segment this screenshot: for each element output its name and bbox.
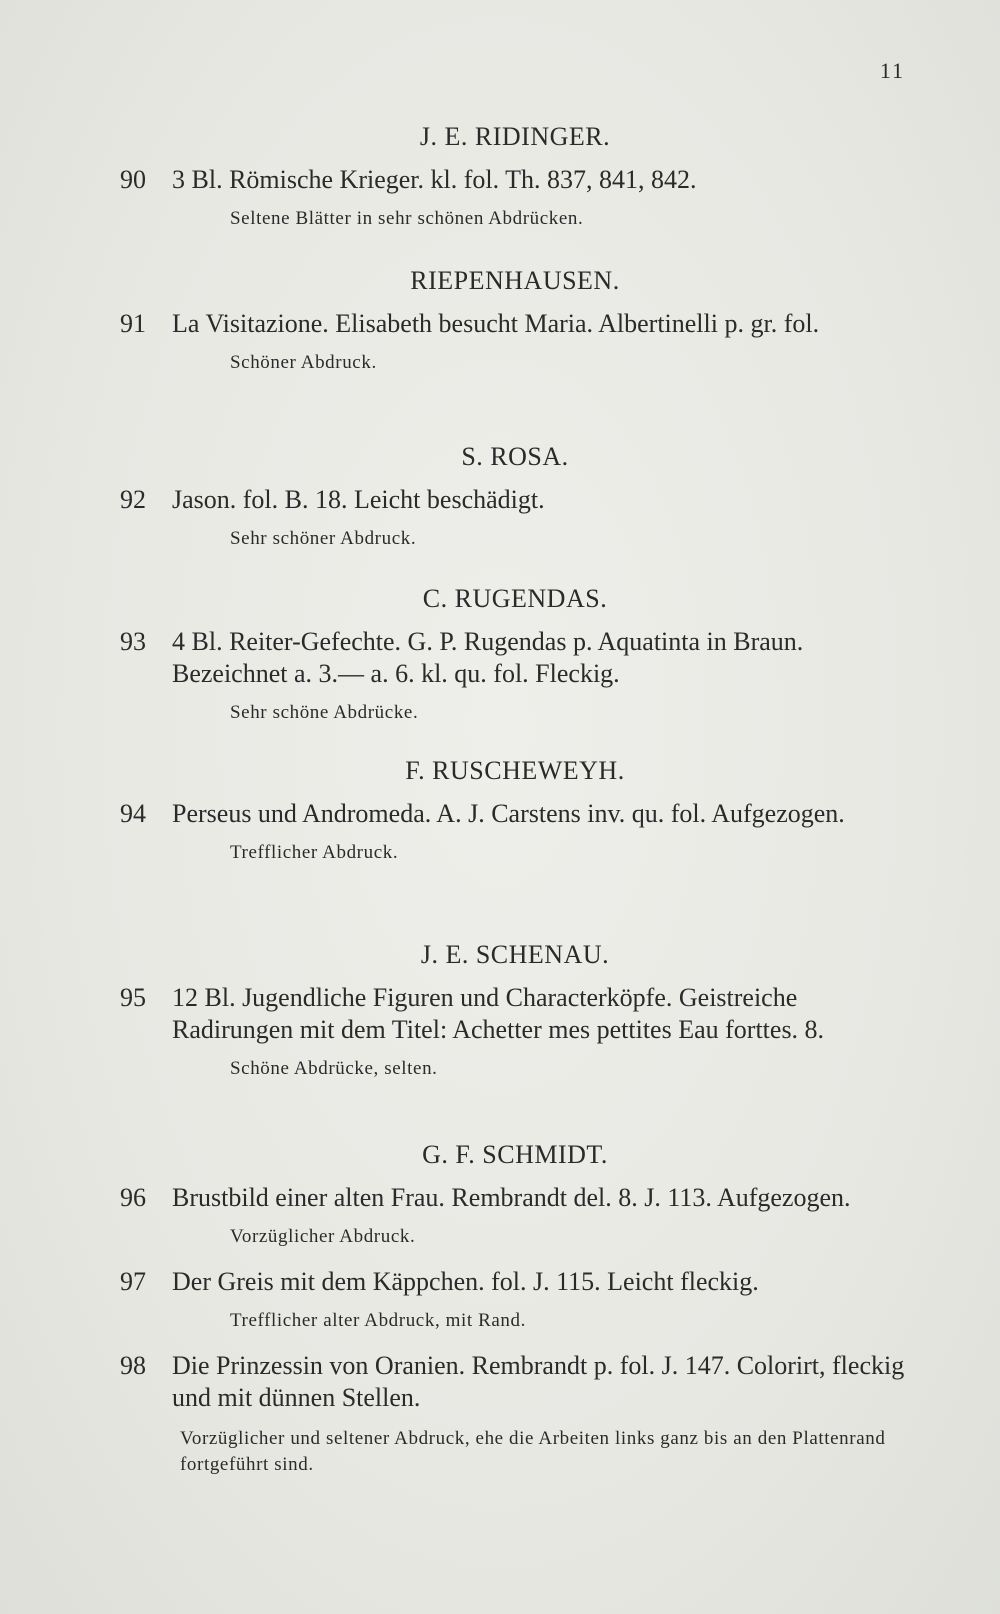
- section-heading: F. RUSCHEWEYH.: [405, 756, 625, 785]
- page-number: 11: [879, 58, 905, 83]
- catalog-entry: [120, 308, 910, 340]
- entry-note: Trefflicher alter Abdruck, mit Rand.: [230, 1310, 526, 1331]
- entry-text: 12 Bl. Jugendliche Figuren und Characterköpfe. Geistreiche Radirungen mit dem Titel: Achetter mes pettites Eau forttes. 8.: [172, 983, 825, 1044]
- section-heading: C. RUGENDAS.: [422, 584, 608, 613]
- entry-number: 95: [120, 983, 146, 1012]
- entry-text: Jason. fol. B. 18. Leicht beschädigt.: [172, 485, 545, 514]
- catalog-entry: [120, 164, 910, 196]
- catalog-entry: [120, 1182, 910, 1214]
- entry-number: 96: [120, 1183, 146, 1212]
- catalog-entry: [120, 1350, 910, 1414]
- entry-text: Der Greis mit dem Käppchen. fol. J. 115. Leicht fleckig.: [172, 1267, 759, 1296]
- entry-note: Sehr schöne Abdrücke.: [230, 702, 419, 723]
- entry-number: 91: [120, 309, 146, 338]
- section-ruscheweyh: [120, 756, 910, 864]
- entry-text: 4 Bl. Reiter-Gefechte. G. P. Rugendas p. Aquatinta in Braun. Bezeichnet a. 3.— a. 6. kl. qu. fol. Fleckig.: [172, 627, 804, 688]
- section-heading: J. E. RIDINGER.: [419, 122, 611, 151]
- entry-number: 94: [120, 799, 146, 828]
- entry-note: Trefflicher Abdruck.: [230, 842, 399, 863]
- section-riepenhausen: [120, 266, 910, 374]
- entry-note: Seltene Blätter in sehr schönen Abdrücken.: [230, 208, 584, 229]
- section-schmidt: [120, 1140, 910, 1478]
- section-heading: G. F. SCHMIDT.: [422, 1140, 608, 1169]
- entry-note: Vorzüglicher Abdruck.: [230, 1226, 416, 1247]
- section-schenau: [120, 940, 910, 1080]
- entry-text: 3 Bl. Römische Krieger. kl. fol. Th. 837, 841, 842.: [172, 165, 697, 194]
- entry-text: La Visitazione. Elisabeth besucht Maria. Albertinelli p. gr. fol.: [172, 309, 820, 338]
- section-ridinger: [120, 122, 910, 230]
- catalog-entry: [120, 626, 910, 690]
- catalog-entry: [120, 1266, 910, 1298]
- section-heading: S. ROSA.: [461, 442, 569, 471]
- entry-note: Schöne Abdrücke, selten.: [230, 1058, 438, 1079]
- entry-note: Schöner Abdruck.: [230, 352, 377, 373]
- catalog-entry: [120, 982, 910, 1046]
- entry-note: Vorzüglicher und seltener Abdruck, ehe die Arbeiten links ganz bis an den Plattenrand fortgeführt sind.: [180, 1428, 886, 1475]
- section-rosa: [120, 442, 910, 550]
- entry-text: Perseus und Andromeda. A. J. Carstens inv. qu. fol. Aufgezogen.: [172, 799, 845, 828]
- entry-number: 98: [120, 1351, 146, 1380]
- entry-text: Brustbild einer alten Frau. Rembrandt del. 8. J. 113. Aufgezogen.: [172, 1183, 851, 1212]
- entry-text: Die Prinzessin von Oranien. Rembrandt p. fol. J. 147. Colorirt, fleckig und mit dünnen Stellen.: [172, 1351, 905, 1412]
- entry-note: Sehr schöner Abdruck.: [230, 528, 417, 549]
- catalog-entry: [120, 484, 910, 516]
- entry-number: 90: [120, 165, 146, 194]
- section-heading: RIEPENHAUSEN.: [410, 266, 620, 295]
- catalog-entry: [120, 798, 910, 830]
- entry-number: 92: [120, 485, 146, 514]
- entry-number: 93: [120, 627, 146, 656]
- section-heading: J. E. SCHENAU.: [420, 940, 610, 969]
- section-rugendas: [120, 584, 910, 724]
- entry-number: 97: [120, 1267, 146, 1296]
